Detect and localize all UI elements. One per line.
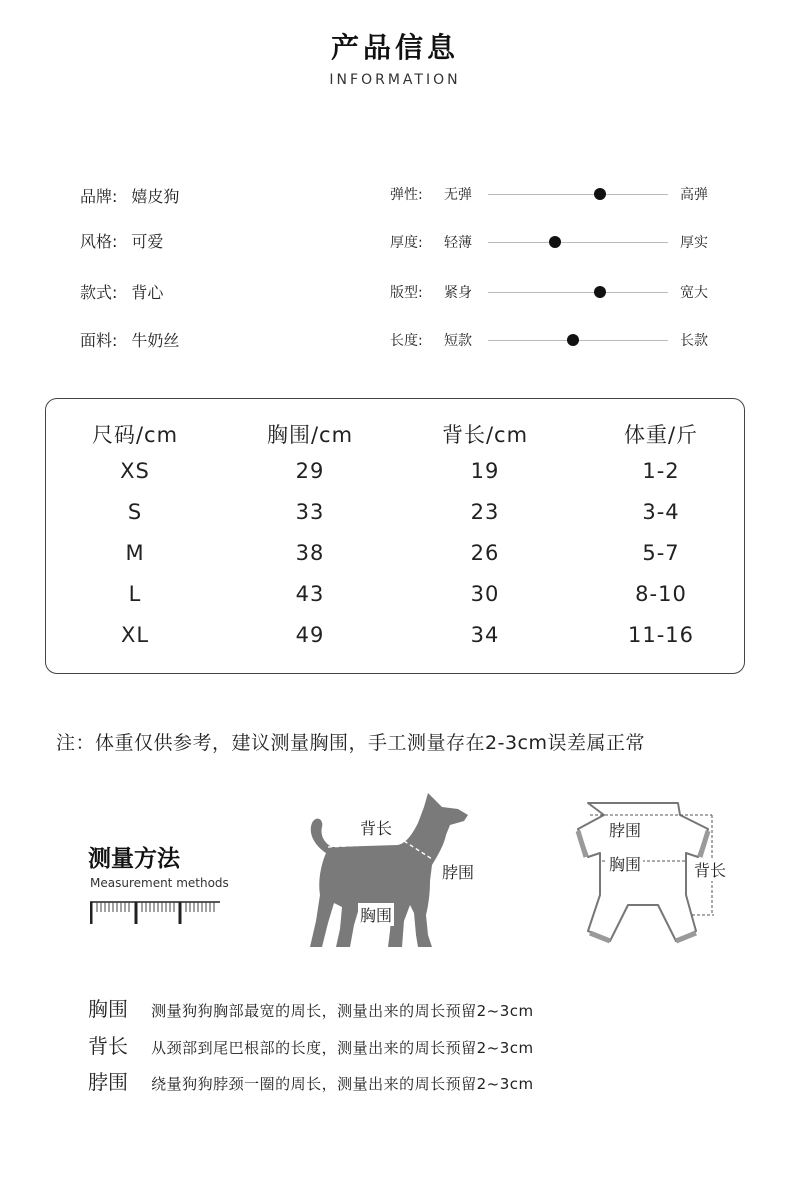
- attribute-value: 背心: [131, 283, 164, 302]
- scale-marker: [567, 334, 579, 346]
- method-subtitle: Measurement methods: [90, 876, 229, 890]
- attribute-value: 牛奶丝: [131, 331, 180, 350]
- attribute-value: 可爱: [131, 232, 164, 251]
- definition-term: 脖围: [88, 1070, 128, 1094]
- definition-text: 从颈部到尾巴根部的长度，测量出来的周长预留2~3cm: [151, 1039, 534, 1057]
- definition-term: 背长: [88, 1034, 128, 1058]
- table-cell: 1-2: [642, 459, 680, 483]
- scale-track: [488, 242, 668, 243]
- method-title: 测量方法: [88, 846, 180, 872]
- scale-high: 宽大: [680, 285, 708, 301]
- attribute-value: 嬉皮狗: [131, 187, 180, 206]
- attribute-row: [80, 229, 163, 252]
- table-cell: S: [127, 500, 143, 524]
- scale-marker: [594, 188, 606, 200]
- garment-back-label: 背长: [692, 858, 728, 881]
- scale-track: [488, 292, 668, 293]
- table-cell: L: [128, 582, 142, 606]
- scale-high: 厚实: [680, 235, 708, 251]
- scale-label: 弹性:: [390, 187, 423, 203]
- table-cell: 43: [295, 582, 325, 606]
- scale-marker: [549, 236, 561, 248]
- attribute-key: 款式:: [80, 283, 118, 302]
- table-cell: 38: [295, 541, 325, 565]
- table-cell: 33: [295, 500, 325, 524]
- scale-label: 厚度:: [390, 235, 423, 251]
- page-subtitle: INFORMATION: [329, 72, 461, 88]
- table-cell: 34: [470, 623, 500, 647]
- table-cell: 49: [295, 623, 325, 647]
- attribute-row: [80, 328, 179, 351]
- scale-track: [488, 194, 668, 195]
- attribute-key: 风格:: [80, 232, 118, 251]
- measurement-note: 注：体重仅供参考，建议测量胸围，手工测量存在2-3cm误差属正常: [56, 732, 645, 754]
- size-table: [45, 398, 745, 674]
- table-cell: 11-16: [627, 623, 695, 647]
- table-cell: 5-7: [642, 541, 680, 565]
- table-header: 背长/cm: [441, 423, 529, 447]
- page-title: 产品信息: [330, 31, 459, 64]
- dog-back-label: 背长: [358, 816, 394, 839]
- scale-high: 高弹: [680, 187, 708, 203]
- definition-row: [88, 1030, 534, 1059]
- scale-label: 版型:: [390, 285, 423, 301]
- definition-row: [88, 993, 534, 1022]
- dog-neck-label: 脖围: [440, 860, 476, 883]
- table-cell: 29: [295, 459, 325, 483]
- definition-text: 测量狗狗胸部最宽的周长，测量出来的周长预留2~3cm: [151, 1002, 534, 1020]
- table-cell: 19: [470, 459, 500, 483]
- table-header: 胸围/cm: [266, 423, 354, 447]
- attribute-row: [80, 184, 179, 207]
- table-cell: XS: [120, 459, 150, 483]
- table-cell: M: [125, 541, 145, 565]
- table-header: 体重/斤: [623, 423, 699, 447]
- definition-text: 绕量狗狗脖颈一圈的周长，测量出来的周长预留2~3cm: [151, 1075, 534, 1093]
- scale-high: 长款: [680, 333, 708, 349]
- scale-low: 短款: [444, 333, 472, 349]
- attribute-key: 品牌:: [80, 187, 118, 206]
- table-cell: 3-4: [642, 500, 680, 524]
- table-cell: 8-10: [635, 582, 687, 606]
- table-cell: 26: [470, 541, 500, 565]
- table-cell: 23: [470, 500, 500, 524]
- dog-chest-label: 胸围: [358, 903, 394, 926]
- garment-chest-label: 胸围: [607, 852, 643, 875]
- scale-low: 轻薄: [444, 235, 472, 251]
- attribute-key: 面料:: [80, 331, 118, 350]
- table-cell: XL: [120, 623, 150, 647]
- garment-neck-label: 脖围: [607, 818, 643, 841]
- scale-label: 长度:: [390, 333, 423, 349]
- table-cell: 30: [470, 582, 500, 606]
- scale-marker: [594, 286, 606, 298]
- scale-low: 紧身: [444, 285, 472, 301]
- scale-low: 无弹: [444, 187, 472, 203]
- definition-term: 胸围: [88, 997, 128, 1021]
- table-header: 尺码/cm: [91, 423, 179, 447]
- definition-row: [88, 1066, 534, 1095]
- attribute-row: [80, 280, 163, 303]
- ruler-icon: [90, 900, 220, 926]
